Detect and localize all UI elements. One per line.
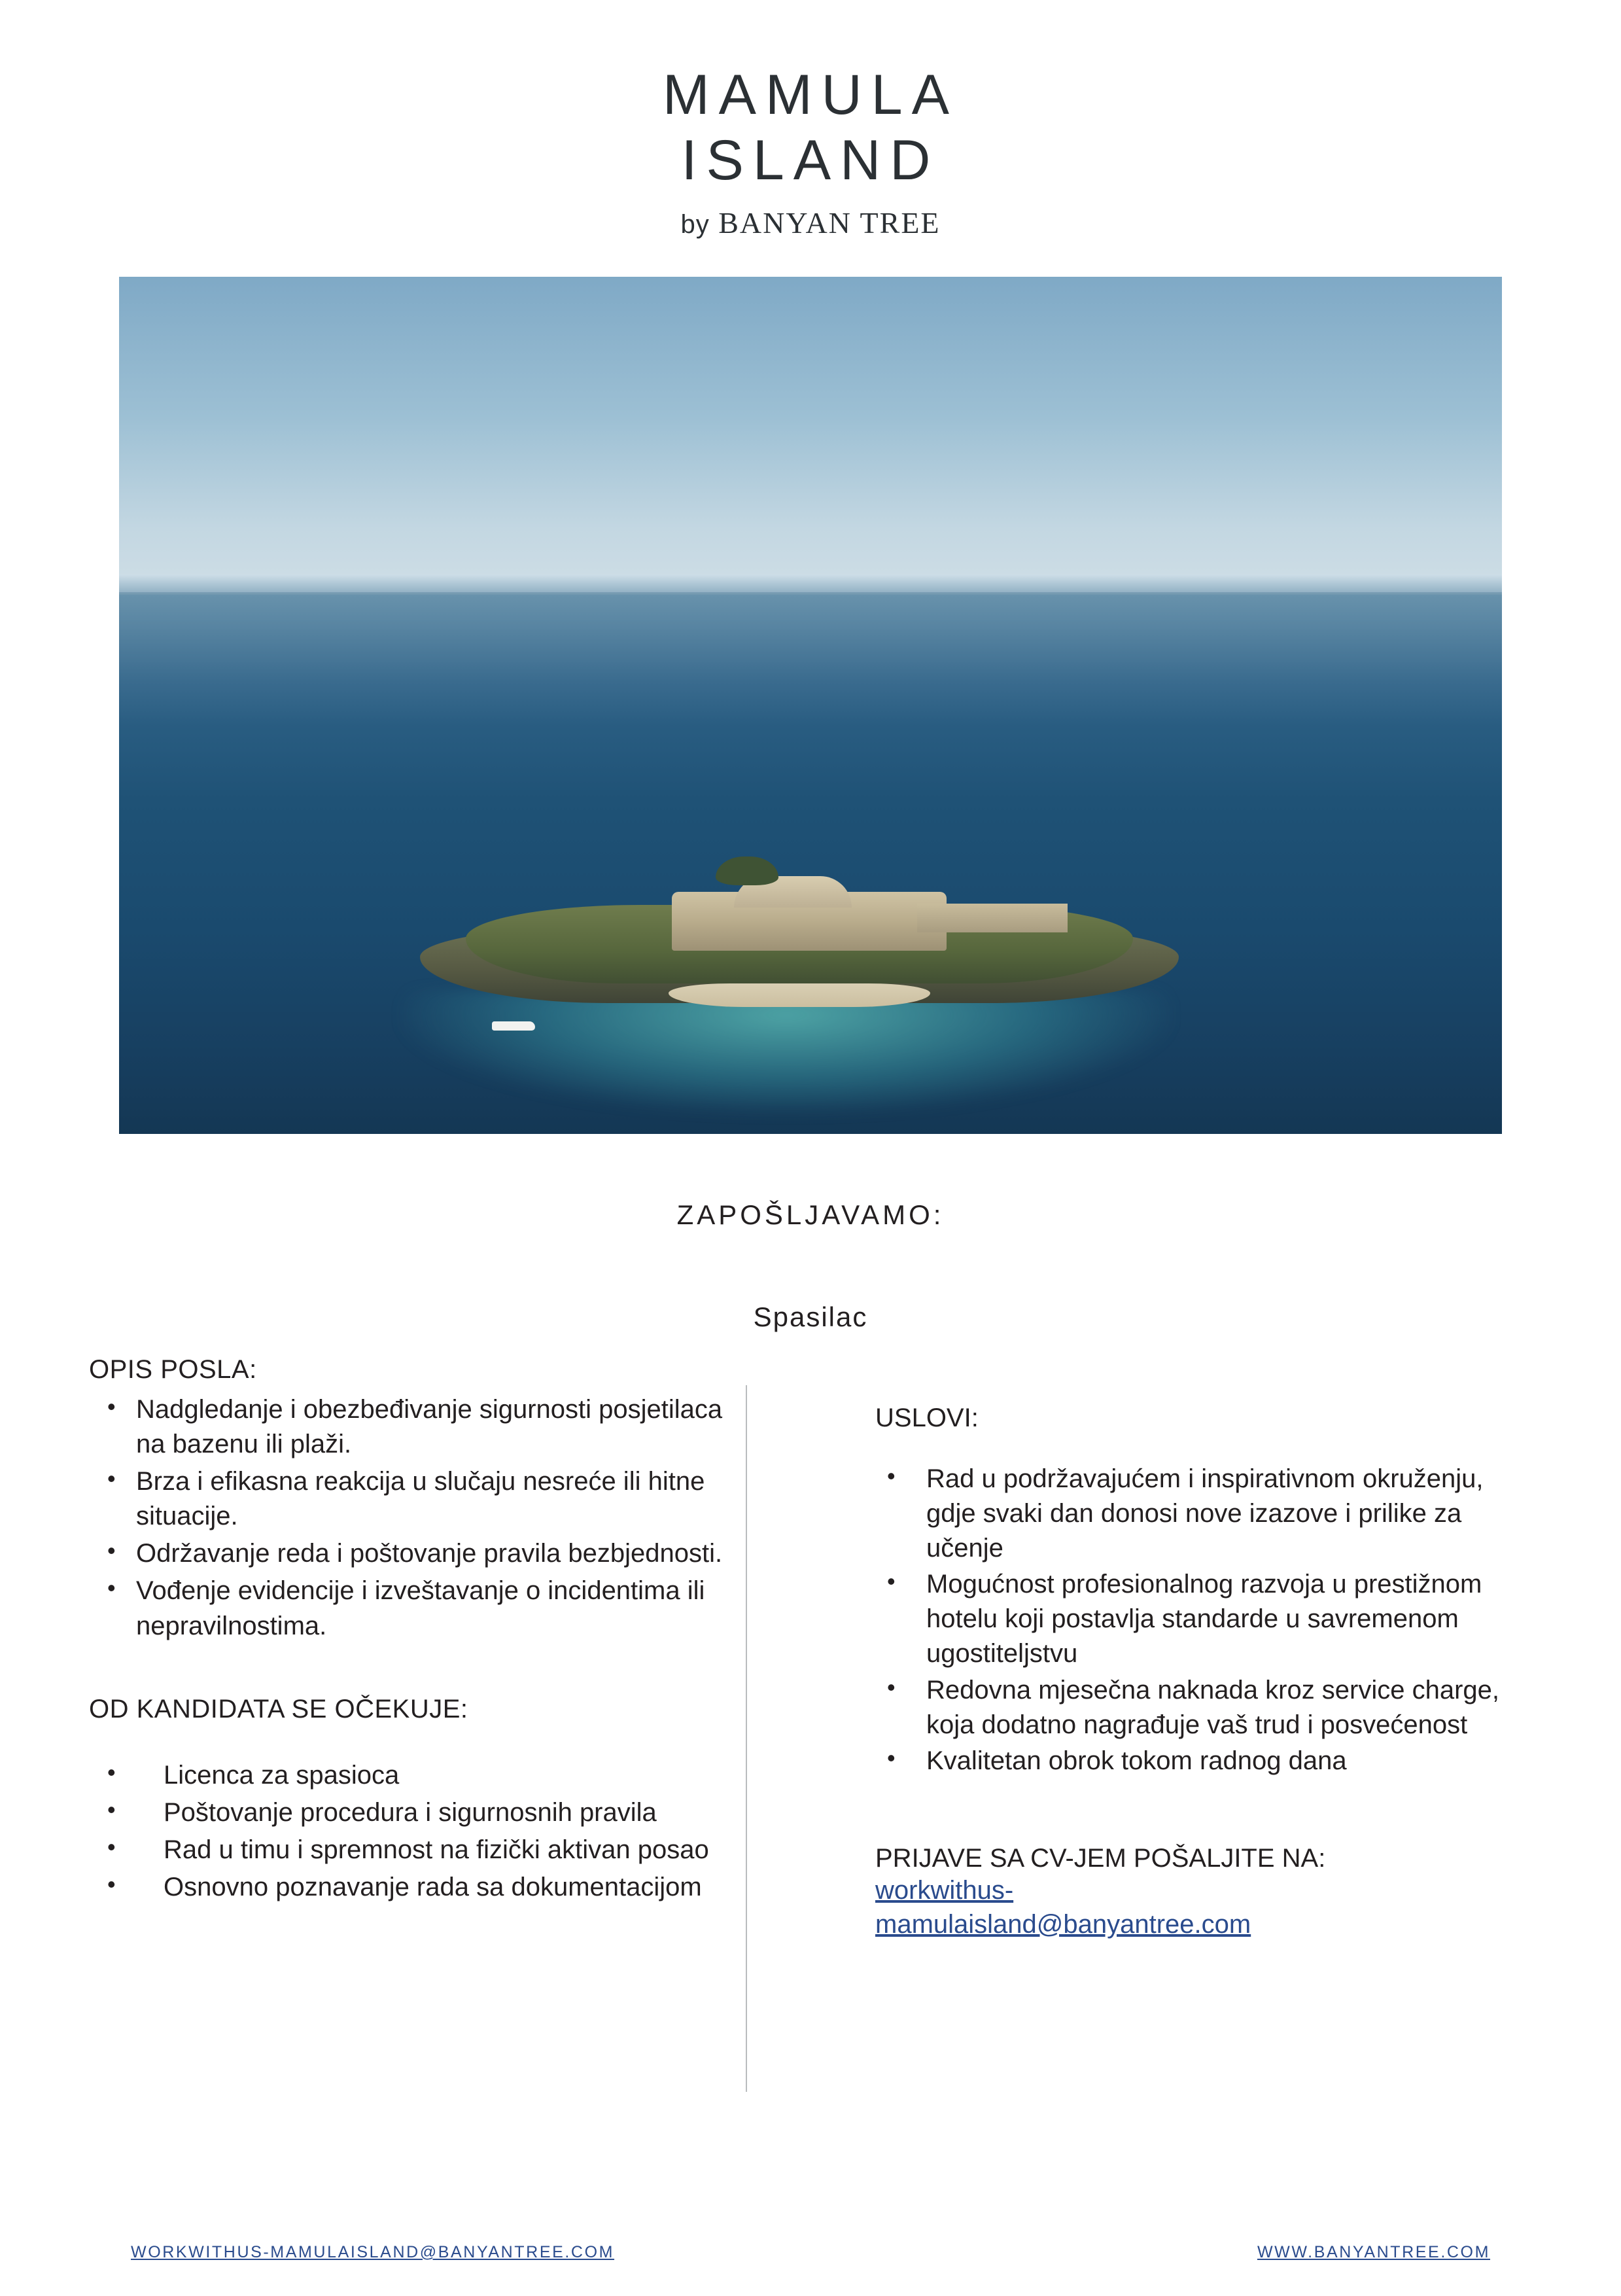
brand-by-word: by: [680, 209, 710, 239]
conditions-title: USLOVI:: [875, 1403, 979, 1432]
conditions-list: [875, 1462, 1529, 1779]
list-item: • Rad u timu i spremnost na fizički aktivan posao: [89, 1833, 746, 1867]
apply-email-link[interactable]: workwithus-mamulaisland@banyantree.com: [875, 1876, 1251, 1939]
list-item: • Poštovanje procedura i sigurnosnih pravila: [89, 1795, 746, 1830]
brand-name-line2: ISLAND: [681, 128, 940, 192]
content-columns: [0, 1355, 1621, 2092]
apply-title: PRIJAVE SA CV-JEM POŠALJITE NA:: [875, 1844, 1326, 1873]
brand-byline: [0, 205, 1621, 240]
list-item: • Redovna mjesečna naknada kroz service charge, koja dodatno nagrađuje vaš trud i posvećenost: [875, 1673, 1529, 1742]
hero-image: [119, 277, 1502, 1134]
footer-website-link[interactable]: WWW.BANYANTREE.COM: [1257, 2243, 1490, 2261]
footer: [0, 2243, 1621, 2262]
list-item: • Nadgledanje i obezbeđivanje sigurnosti posjetilaca na bazenu ili plaži.: [89, 1392, 746, 1462]
sea-sheen: [119, 595, 1502, 726]
boat: [492, 1021, 535, 1031]
brand-parent-name: BANYAN TREE: [718, 205, 941, 239]
fortress-wing: [917, 904, 1068, 932]
brand-name-line1: MAMULA: [663, 63, 958, 126]
island: [420, 885, 1179, 1016]
brand-logo: [0, 0, 1621, 240]
list-item: • Vođenje evidencije i izveštavanje o incidentima ili nepravilnostima.: [89, 1574, 746, 1643]
list-item: • Održavanje reda i poštovanje pravila bezbjednosti.: [89, 1536, 746, 1571]
list-item: • Licenca za spasioca: [89, 1758, 746, 1793]
footer-email-link[interactable]: WORKWITHUS-MAMULAISLAND@BANYANTREE.COM: [131, 2243, 615, 2261]
list-item: • Rad u podržavajućem i inspirativnom okruženju, gdje svaki dan donosi nove izazove i prilike za učenje: [875, 1462, 1529, 1566]
list-item: • Mogućnost profesionalnog razvoja u prestižnom hotelu koji postavlja standarde u savremenom ugostiteljstvu: [875, 1567, 1529, 1672]
list-item: • Brza i efikasna reakcija u slučaju nesreće ili hitne situacije.: [89, 1464, 746, 1534]
expectations-list: [89, 1758, 746, 1905]
position-title: Spasilac: [753, 1301, 868, 1332]
right-column: [747, 1355, 1529, 1942]
list-item: • Osnovno poznavanje rada sa dokumentacijom: [89, 1870, 746, 1905]
list-item: • Kvalitetan obrok tokom radnog dana: [875, 1744, 1529, 1778]
job-description-title: OPIS POSLA:: [89, 1354, 257, 1384]
sky: [119, 277, 1502, 592]
expectations-title: OD KANDIDATA SE OČEKUJE:: [89, 1694, 468, 1723]
island-beach: [669, 983, 930, 1007]
left-column: [0, 1355, 746, 1908]
hiring-headline: ZAPOŠLJAVAMO:: [676, 1199, 945, 1230]
job-description-list: [89, 1392, 746, 1644]
